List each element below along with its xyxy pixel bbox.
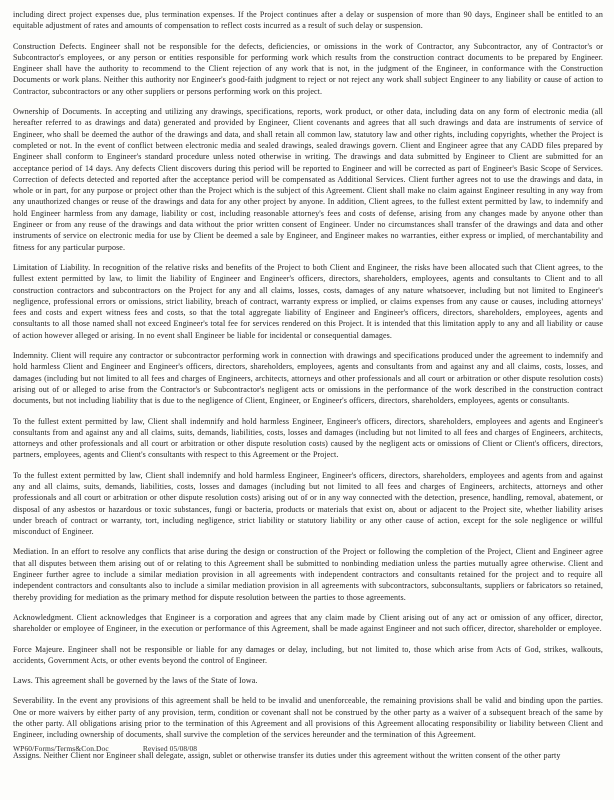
paragraph-laws [13, 675, 603, 686]
paragraph-body: To the fullest extent permitted by law, Client shall indemnify and hold harmless Engineer, Engineer's officers, directors, shareholders, employees and agents from and against any and all claims, suits, demands, liabilities, costs, losses and damages (including but not limited to all fees and charges of Engineers, architects, attorneys and other professionals and all court or arbitration or other dispute resolution costs) arising out of or in any way connected with the detection, presence, handling, removal, abatement, or disposal of any asbestos or hazardous or toxic substances, fungi or bacteria, products or materials that exist on, about or adjacent to the Project site, whether liability arises under breach of contract or warranty, tort, including negligence, strict liability or statutory liability or any other cause of action, except for the sole negligence or willful misconduct of Engineer. [13, 470, 603, 537]
paragraph-force-majeure [13, 644, 603, 667]
paragraph-body: In the event any provisions of this agreement shall be held to be invalid and unenforceable, the remaining provisions shall be valid and binding upon the parties. One or more waivers by either party of any provision, term, condition or covenant shall not be construed by the other party as a waiver of a subsequent breach of the same by the other party. All obligations arising prior to the termination of this Agreement and all provisions of this Agreement allocating responsibility or liability between Client and Engineer, including ownership of documents, shall survive the completion of the services hereunder and the termination of this Agreement. [13, 696, 603, 740]
paragraph-continuation [13, 9, 603, 32]
paragraph-body: Client will require any contractor or subcontractor performing work in connection with drawings and specifications produced under the agreement to indemnify and hold harmless Client and Engineer and Engineer's officers, directors, shareholders, employees, agents and consultants from and against any and all claims, costs, losses, and damages (including but not limited to all fees and charges of Engineers, architects, attorneys and other professionals and all court or arbitration or other dispute resolution costs) arising out of or alleged to arise from the Contractor's or Subcontractor's negligent acts or omissions in the performance of the work described in the construction contract documents, but not including liability that is due to the negligence of Client, Engineer, or Engineer's officers, directors, shareholders, employees, agents or consultants. [13, 351, 603, 406]
footer-revision-date: Revised 05/08/08 [142, 744, 198, 753]
paragraph-severability [13, 695, 603, 740]
paragraph-body: Neither Client nor Engineer shall delegate, assign, sublet or otherwise transfer its duties under this agreement without the written consent of the other party [43, 750, 561, 760]
paragraph-heading: Limitation of Liability. [13, 262, 91, 272]
paragraph-heading: Construction Defects. [13, 41, 87, 51]
paragraph-acknowledgment [13, 612, 603, 635]
paragraph-body: Engineer shall not be responsible for the defects, deficiencies, or omissions in the work of Contractor, any Subcontractor, any of Contractor's or Subcontractor's employees, or any person or entities responsible for performing work which results from the construction contract documents to be prepared by Engineer. Engineer shall have the authority to recommend to the Client rejection of any work that is not, in the judgment of the Engineer, in conformance with the Construction Documents or work plans. Neither this authority nor Engineer's good-faith judgment to reject or not reject any work shall subject Engineer to any liability or cause of action to Contractor, subcontractors or any other suppliers or persons performing work on this project. [13, 41, 603, 96]
paragraph-heading: Mediation. [13, 547, 49, 557]
paragraph-body: In an effort to resolve any conflicts that arise during the design or construction of the Project or following the completion of the Project, Client and Engineer agree that all disputes between them arising out of or relating to this Agreement shall be submitted to nonbinding mediation unless the parties mutually agree otherwise. Client and Engineer further agree to include a similar mediation provision in all agreements with independent contractors and consultants retained for the project and to require all independent contractors and consultants also to include a similar mediation provision in all agreements with subcontractors, subconsultants, suppliers or fabricators so retained, thereby providing for mediation as the primary method for dispute resolution between the parties to those agreements. [13, 547, 603, 602]
paragraph-heading: Acknowledgment. [13, 612, 74, 622]
paragraph-body: To the fullest extent permitted by law, Client shall indemnify and hold harmless Engineer, Engineer's officers, directors, shareholders, employees and agents and Engineer's consultants from and against any and all claims, suits, demands, liabilities, costs, losses and damages (including but not limited to all fees and charges of Engineers, architects, attorneys and other professionals and all court or arbitration or other dispute resolution costs) caused by the negligent acts or omissions of Client or Client's officers, directors, partners, employees, agents and Client's consultants with respect to this Agreement or the Project. [13, 416, 603, 460]
paragraph-ownership-of-documents [13, 106, 603, 253]
paragraph-heading: Severability. [13, 696, 55, 706]
paragraph-body: In recognition of the relative risks and benefits of the Project to both Client and Engineer, the risks have been allocated such that Client agrees, to the fullest extent permitted by law, to limit the liability of Engineer and Engineer's officers, directors, shareholders, employees, agents and consultants to Client and to all construction contractors and subcontractors on the Project for any and all claims, losses, costs, damages of any nature whatsoever, including but not limited to Engineer's negligence, professional errors or omissions, strict liability, breach of contract, warranty express or implied, or claims expenses from any cause or causes, including attorneys' fees and costs and expert witness fees and costs, so that the total aggregate liability of Engineer and Engineer's officers, directors, shareholders, employees, agents and consultants to all those named shall not exceed Engineer's total fee for services rendered on this Project. It is intended that this limitation apply to any and all liability or cause of action however alleged or arising. In no event shall Engineer be liable for incidental or consequential damages. [13, 262, 603, 340]
paragraph-body: including direct project expenses due, plus termination expenses. If the Project continues after a delay or suspension of more than 90 days, Engineer shall be entitled to an equitable adjustment of rates and amounts of compensation to reflect costs incurred as a result of such delay or suspension. [13, 10, 603, 31]
paragraph-heading: Assigns. [13, 750, 42, 760]
footer-file-reference: WP60/Forms/Terms&Con.Doc [13, 744, 109, 753]
paragraph-heading: Ownership of Documents. [13, 107, 102, 117]
paragraph-indemnity-client-acts [13, 416, 603, 461]
paragraph-indemnity [13, 350, 603, 406]
paragraph-body: This agreement shall be governed by the laws of the State of Iowa. [34, 676, 258, 686]
document-footer [13, 744, 197, 754]
paragraph-limitation-of-liability [13, 262, 603, 341]
paragraph-body: In accepting and utilizing any drawings, specifications, reports, work product, or other data, including data on any form of electronic media (all hereafter referred to as drawings and data) generated and provided by Engineer, Client covenants and agrees that all such drawings and data are instruments of service of Engineer, who shall be deemed the author of the drawings and data, and shall retain all common law, statutory law and other rights, including copyrights, whether the Project is completed or not. In the event of conflict between electronic media and sealed drawings, sealed drawings govern. Client and Engineer agree that any CADD files prepared by Engineer shall conform to Engineer's standard procedure unless noted otherwise in writing. The drawings and data submitted by Engineer to Client are submitted for an acceptance period of 14 days. Any defects Client discovers during this period will be reported to Engineer and will be corrected as part of Engineer's Basic Scope of Services. Correction of defects detected and reported after the acceptance period will be compensated as Additional Services. Client further agrees not to use the drawings and data, in whole or in part, for any purpose or project other than the Project which is the subject of this Agreement. Client shall make no claim against Engineer resulting in any way from any unauthorized changes or reuse of the drawings and data for any other project by anyone. In addition, Client agrees, to the fullest extent permitted by law, to indemnify and hold Engineer harmless from any damage, liability or cost, including reasonable attorney's fees and costs of defense, arising from any changes made by anyone other than Engineer or from any reuse of the drawings and data without the prior written consent of Engineer. Under no circumstances shall transfer of the drawings and data and other instruments of service on electronic media for use by Client be deemed a sale by Engineer, and Engineer makes no warranties, either express or implied, of merchantability and fitness for any particular purpose. [13, 107, 603, 252]
paragraph-indemnity-hazardous-materials [13, 470, 603, 538]
paragraph-body: Client acknowledges that Engineer is a corporation and agrees that any claim made by Client arising out of any act or omission of any officer, director, shareholder or employee of Engineer, in the execution or performance of this Agreement, shall be made against Engineer and not such officer, director, shareholder or employee. [13, 612, 604, 634]
paragraph-construction-defects [13, 41, 603, 97]
paragraph-mediation [13, 546, 603, 602]
paragraph-heading: Laws. [13, 676, 33, 686]
paragraph-heading: Indemnity. [13, 351, 49, 361]
paragraph-body: Engineer shall not be responsible or liable for any damages or delay, including, but not limited to, those which arise from Acts of God, strikes, walkouts, accidents, Government Acts, or other events beyond the control of Engineer. [13, 644, 603, 665]
paragraph-heading: Force Majeure. [13, 644, 65, 654]
